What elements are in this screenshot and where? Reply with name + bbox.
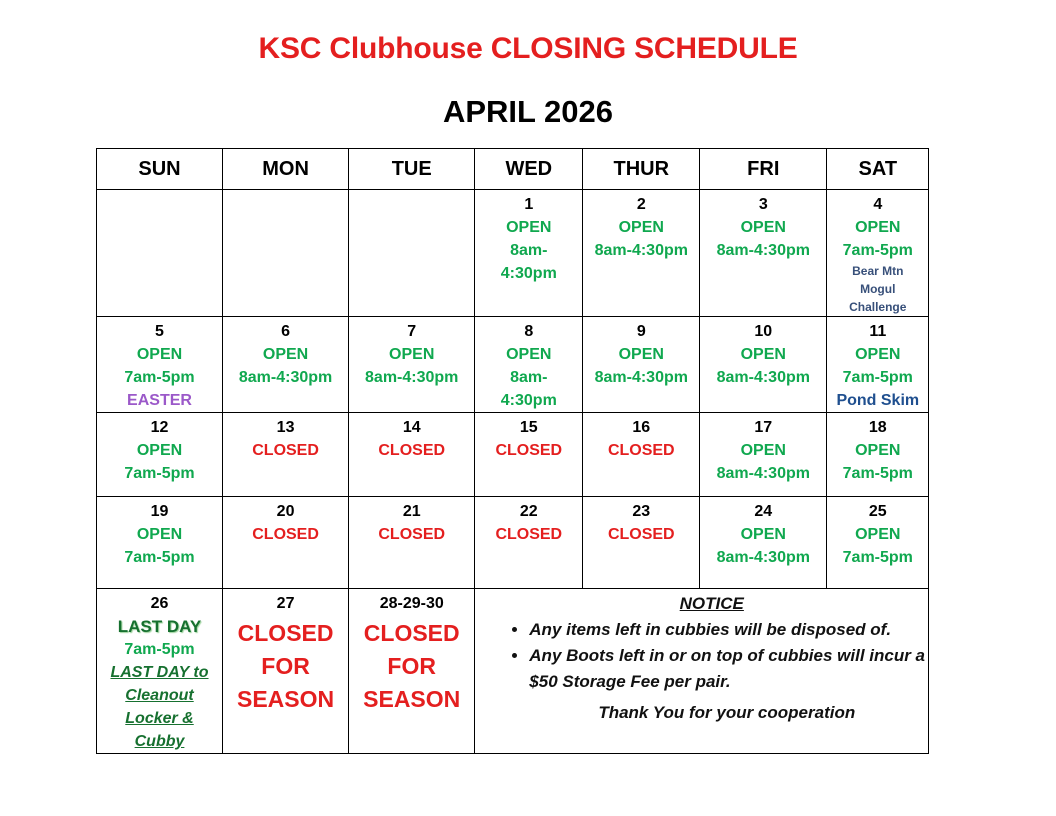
status-label: 4:30pm [500,392,557,409]
day-cell [827,413,929,497]
status-label: OPEN [262,346,309,363]
status-label: OPEN [136,526,183,543]
status-label: 8am-4:30pm [594,242,688,259]
thanks-note: Thank You for your cooperation [598,703,856,722]
closed-label: CLOSED [495,526,563,543]
day-number: 20 [276,503,295,520]
event-label: Challenge [849,300,907,314]
weekday-header: SUN [97,149,223,190]
weekday-header: MON [223,149,349,190]
status-label: 8am- [510,369,548,386]
status-label: OPEN [740,219,786,236]
holiday-label: EASTER [127,392,192,409]
closed-label: CLOSED [378,526,446,543]
day-number: 15 [519,419,538,436]
day-number: 3 [758,196,768,213]
week-row [97,413,929,497]
day-cell [475,317,583,413]
status-label: 4:30pm [500,265,557,282]
weekday-header: TUE [349,149,475,190]
event-label: Mogul [860,282,896,296]
hours-label: 7am-5pm [124,641,195,658]
status-label: 7am-5pm [124,465,195,482]
closed-label: CLOSED [495,442,563,459]
closed-label: CLOSED [607,526,675,543]
day-cell [97,317,223,413]
status-label: OPEN [506,346,552,363]
day-cell [475,497,583,589]
notice-list [485,617,928,695]
day-number: 4 [873,196,883,213]
day-cell [349,589,475,754]
day-number: 5 [155,323,164,340]
weekday-header-row [97,149,929,190]
day-cell [827,497,929,589]
day-number: 8 [524,323,534,340]
page-title: KSC Clubhouse CLOSING SCHEDULE [258,32,798,65]
day-cell [223,589,349,754]
status-label: 8am-4:30pm [238,369,333,386]
last-day-label: LAST DAY [117,617,202,636]
day-cell [827,190,929,317]
week-row [97,497,929,589]
status-label: OPEN [855,442,901,459]
day-number: 6 [281,323,291,340]
status-label: OPEN [506,219,552,236]
day-cell [700,190,827,317]
day-cell [223,497,349,589]
closed-label: CLOSED [252,442,319,459]
day-cell [700,497,827,589]
day-number: 1 [524,196,534,213]
day-cell [475,413,583,497]
status-label: OPEN [618,219,664,236]
day-cell [583,497,700,589]
event-label: Pond Skim [836,392,920,409]
day-cell [97,497,223,589]
week-row-last [97,589,929,754]
closed-label: CLOSED [378,442,446,459]
status-label: 8am-4:30pm [716,242,810,259]
notice-box [475,589,929,754]
event-label: Bear Mtn [852,264,904,278]
status-label: 8am-4:30pm [365,369,459,386]
day-number: 13 [276,419,295,436]
day-number: 16 [632,419,651,436]
week-row [97,317,929,413]
day-cell [583,190,700,317]
weekday-header: WED [475,149,583,190]
empty-day-cell [349,190,475,317]
notice-title: NOTICE [679,594,744,613]
day-cell [349,317,475,413]
day-number: 18 [868,419,887,436]
day-number: 14 [402,419,421,436]
day-number: 24 [754,503,773,520]
weekday-header: SAT [827,149,929,190]
day-cell [349,497,475,589]
day-number: 25 [868,503,887,520]
day-number: 12 [150,419,169,436]
notice-item: • Any items left in cubbies will be disposed of. [529,617,928,643]
weekday-header: THUR [583,149,700,190]
status-label: OPEN [855,526,901,543]
status-label: 7am-5pm [842,242,913,259]
day-number: 27 [276,595,295,612]
empty-day-cell [223,190,349,317]
week-row [97,190,929,317]
empty-day-cell [97,190,223,317]
status-label: OPEN [618,346,664,363]
day-number: 21 [402,503,421,520]
day-cell [583,413,700,497]
day-number: 19 [150,503,169,520]
day-cell [223,317,349,413]
status-label: OPEN [855,346,901,363]
day-cell [700,413,827,497]
cleanout-note: LAST DAY to Cleanout Locker & Cubby [110,664,209,750]
status-label: 7am-5pm [842,369,913,386]
day-number: 22 [519,503,538,520]
day-cell [223,413,349,497]
status-label: OPEN [136,346,183,363]
status-label: 8am-4:30pm [716,465,810,482]
status-label: OPEN [855,219,901,236]
status-label: 8am- [510,242,548,259]
status-label: OPEN [740,442,786,459]
status-label: OPEN [136,442,183,459]
closed-for-season-label: CLOSED FOR SEASON [237,620,335,712]
day-cell [583,317,700,413]
day-number: 23 [632,503,651,520]
closed-label: CLOSED [607,442,675,459]
day-cell [97,589,223,754]
day-cell [97,413,223,497]
status-label: 7am-5pm [124,369,195,386]
day-cell [475,190,583,317]
month-title: APRIL 2026 [442,94,613,129]
status-label: 8am-4:30pm [716,369,810,386]
status-label: 8am-4:30pm [716,549,810,566]
day-cell [827,317,929,413]
day-number: 26 [150,595,169,612]
notice-item: • Any Boots left in or on top of cubbies will incur a $50 Storage Fee per pair. [529,643,928,695]
day-number: 9 [636,323,646,340]
status-label: OPEN [740,346,786,363]
day-number: 17 [754,419,773,436]
status-label: OPEN [740,526,786,543]
day-number: 2 [636,196,646,213]
calendar-table [96,148,929,754]
day-cell [349,413,475,497]
weekday-header: FRI [700,149,827,190]
status-label: 8am-4:30pm [594,369,688,386]
closed-for-season-label: CLOSED FOR SEASON [363,620,461,712]
day-number: 11 [869,323,887,340]
status-label: 7am-5pm [124,549,195,566]
status-label: 7am-5pm [842,465,913,482]
day-cell [700,317,827,413]
day-number: 7 [407,323,417,340]
closed-label: CLOSED [252,526,319,543]
day-number: 28-29-30 [379,595,444,612]
status-label: 7am-5pm [842,549,913,566]
day-number: 10 [754,323,773,340]
status-label: OPEN [389,346,435,363]
